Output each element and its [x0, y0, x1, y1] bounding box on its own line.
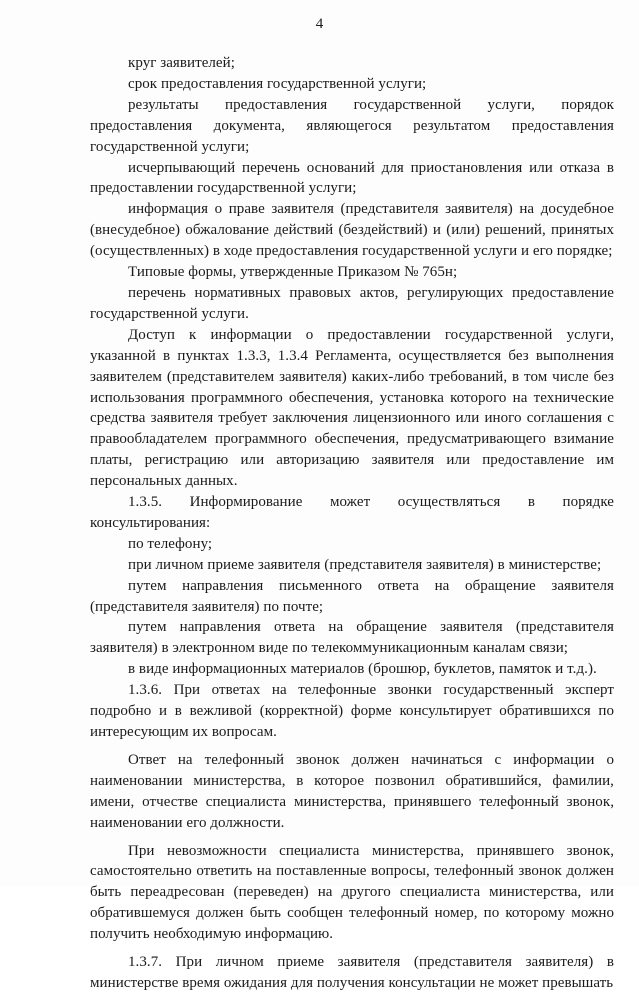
- paragraph-applicants: круг заявителей;: [128, 55, 235, 71]
- paragraph-service-results: результаты предоставления государственной услуги, порядок предоставления документа, являющегося результатом предоставления государственной услуги;: [90, 96, 614, 155]
- paragraph-written-response: путем направления письменного ответа на обращение заявителя (представителя заявителя) по почте;: [90, 577, 614, 615]
- paragraph-legal-acts: перечень нормативных правовых актов, регулирующих предоставление государственной услуги.: [90, 284, 614, 322]
- paragraph-personal-reception: при личном приеме заявителя (представителя заявителя) в министерстве;: [128, 556, 602, 573]
- paragraph-section-1-3-5: 1.3.5. Информирование может осуществляться в порядке консультирования:: [90, 494, 614, 531]
- paragraph-phone-answer: Ответ на телефонный звонок должен начинаться с информации о наименовании министерства, в которое позвонил обратившийся, фамилии, имени, отчестве специалиста министерства, принявшего телефонный звонок, наименовании его должности.: [90, 751, 614, 831]
- paragraph-call-redirect: При невозможности специалиста министерства, принявшего звонок, самостоятельно ответить на поставленные вопросы, телефонный звонок должен быть переадресован (переведен) на другого специалиста министерства, или обратившемуся должен быть сообщен телефонный номер, по которому можно получить необходимую информацию.: [90, 842, 614, 943]
- paragraph-by-phone: по телефону;: [128, 535, 213, 552]
- paragraph-section-1-3-7: 1.3.7. При личном приеме заявителя (представителя заявителя) в министерстве время ожидания для получения консультации не может превышать: [90, 954, 614, 991]
- paragraph-service-term: срок предоставления государственной услуги;: [128, 75, 427, 92]
- paragraph-electronic-response: путем направления ответа на обращение заявителя (представителя заявителя) в электронном виде по телекоммуникационным каналам связи;: [90, 619, 614, 657]
- paragraph-section-1-3-6: 1.3.6. При ответах на телефонные звонки государственный эксперт подробно и в вежливой (корректной) форме консультирует обратившихся по интересующим их вопросам.: [90, 682, 614, 740]
- paragraph-standard-forms: Типовые формы, утвержденные Приказом № 765н;: [128, 264, 458, 281]
- paragraph-refusal-grounds: исчерпывающий перечень оснований для приостановления или отказа в предоставлении государственной услуги;: [90, 159, 614, 197]
- paragraph-information-access: Доступ к информации о предоставлении государственной услуги, указанной в пунктах 1.3.3, 1.3.4 Регламента, осуществляется без выполнения заявителем (представителем заявителя) каких-либо требований, в том числе без использования программного обеспечения, установка которого на технические средства заявителя требует заключения лицензионного или иного соглашения с правообладателем программного обеспечения, предусматривающего взимание платы, регистрацию или авторизацию заявителя или предоставление им персональных данных.: [90, 326, 614, 490]
- paragraph-appeal-rights: информация о праве заявителя (представителя заявителя) на досудебное (внесудебное) обжалование действий (бездействий) и (или) решений, принятых (осуществленных) в ходе предоставления государственной услуги и его порядке;: [90, 201, 614, 260]
- paragraph-info-materials: в виде информационных материалов (брошюр, буклетов, памяток и т.д.).: [128, 661, 597, 678]
- document-body: [90, 53, 614, 994]
- page-number: 4: [315, 16, 324, 32]
